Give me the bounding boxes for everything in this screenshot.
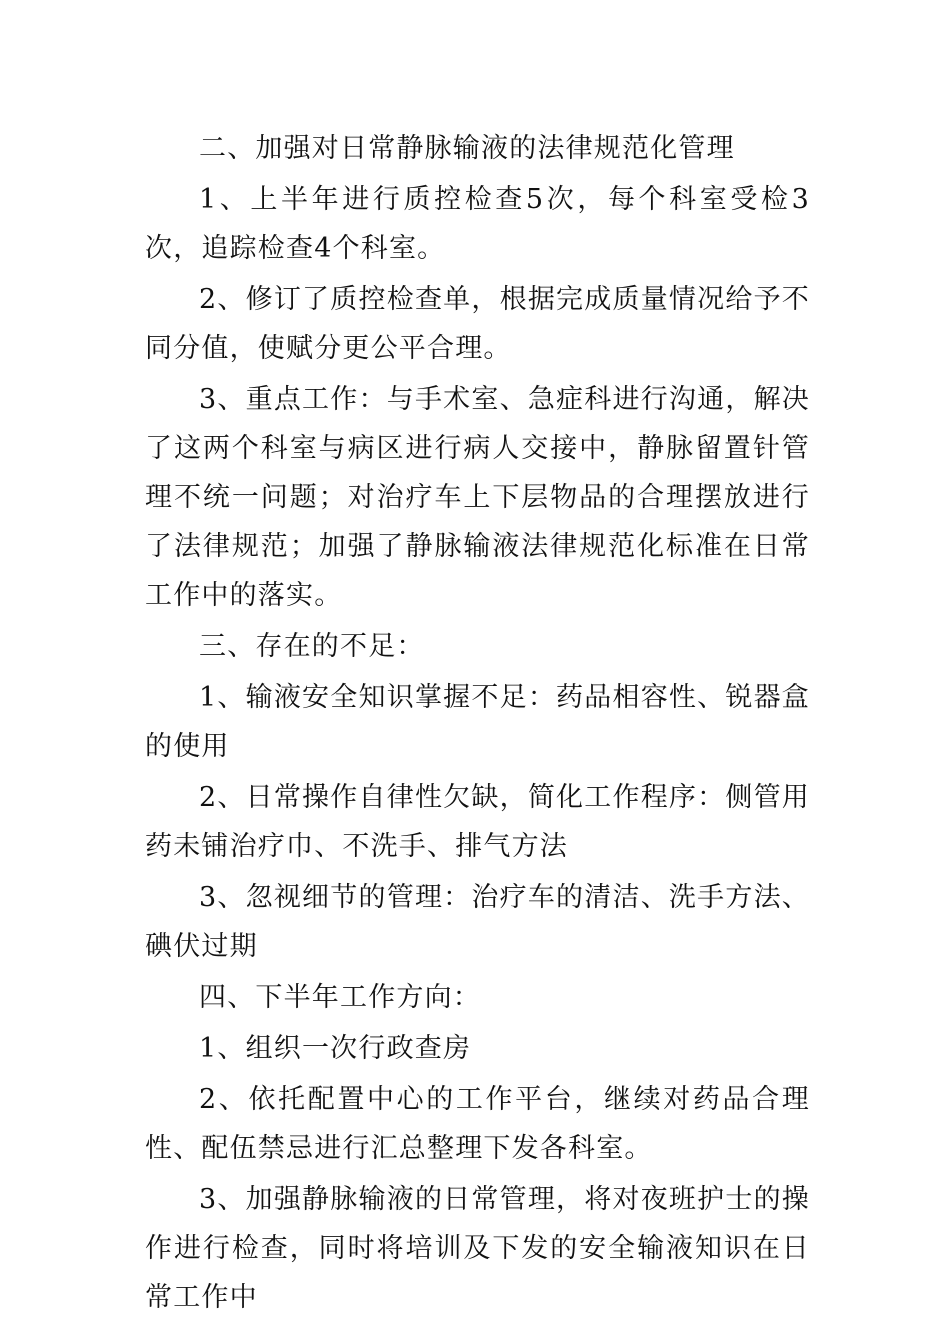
- paragraph: 2、日常操作自律性欠缺，简化工作程序：侧管用药未铺治疗巾、不洗手、排气方法: [145, 782, 810, 862]
- paragraph: 1、输液安全知识掌握不足：药品相容性、锐器盒的使用: [145, 682, 810, 762]
- section-heading-4: 四、下半年工作方向：: [199, 982, 481, 1013]
- paragraph: 1、组织一次行政查房: [199, 1033, 472, 1064]
- paragraph: 3、重点工作：与手术室、急症科进行沟通，解决了这两个科室与病区进行病人交接中，静脉留置针管理不统一问题；对治疗车上下层物品的合理摆放进行了法律规范；加强了静脉输液法律规范化标准在日常工作中的落实。: [145, 384, 810, 611]
- paragraph: 3、加强静脉输液的日常管理，将对夜班护士的操作进行检查，同时将培训及下发的安全输液知识在日常工作中: [145, 1184, 810, 1313]
- document-page: [145, 124, 810, 1324]
- section-heading-2: 二、加强对日常静脉输液的法律规范化管理: [199, 133, 735, 164]
- paragraph: 1、上半年进行质控检查5次，每个科室受检3次，追踪检查4个科室。: [145, 184, 810, 264]
- paragraph: 2、依托配置中心的工作平台，继续对药品合理性、配伍禁忌进行汇总整理下发各科室。: [145, 1084, 810, 1164]
- paragraph: 3、忽视细节的管理：治疗车的清洁、洗手方法、碘伏过期: [145, 882, 810, 962]
- section-heading-3: 三、存在的不足：: [199, 631, 425, 662]
- paragraph: 2、修订了质控检查单，根据完成质量情况给予不同分值，使赋分更公平合理。: [145, 284, 810, 364]
